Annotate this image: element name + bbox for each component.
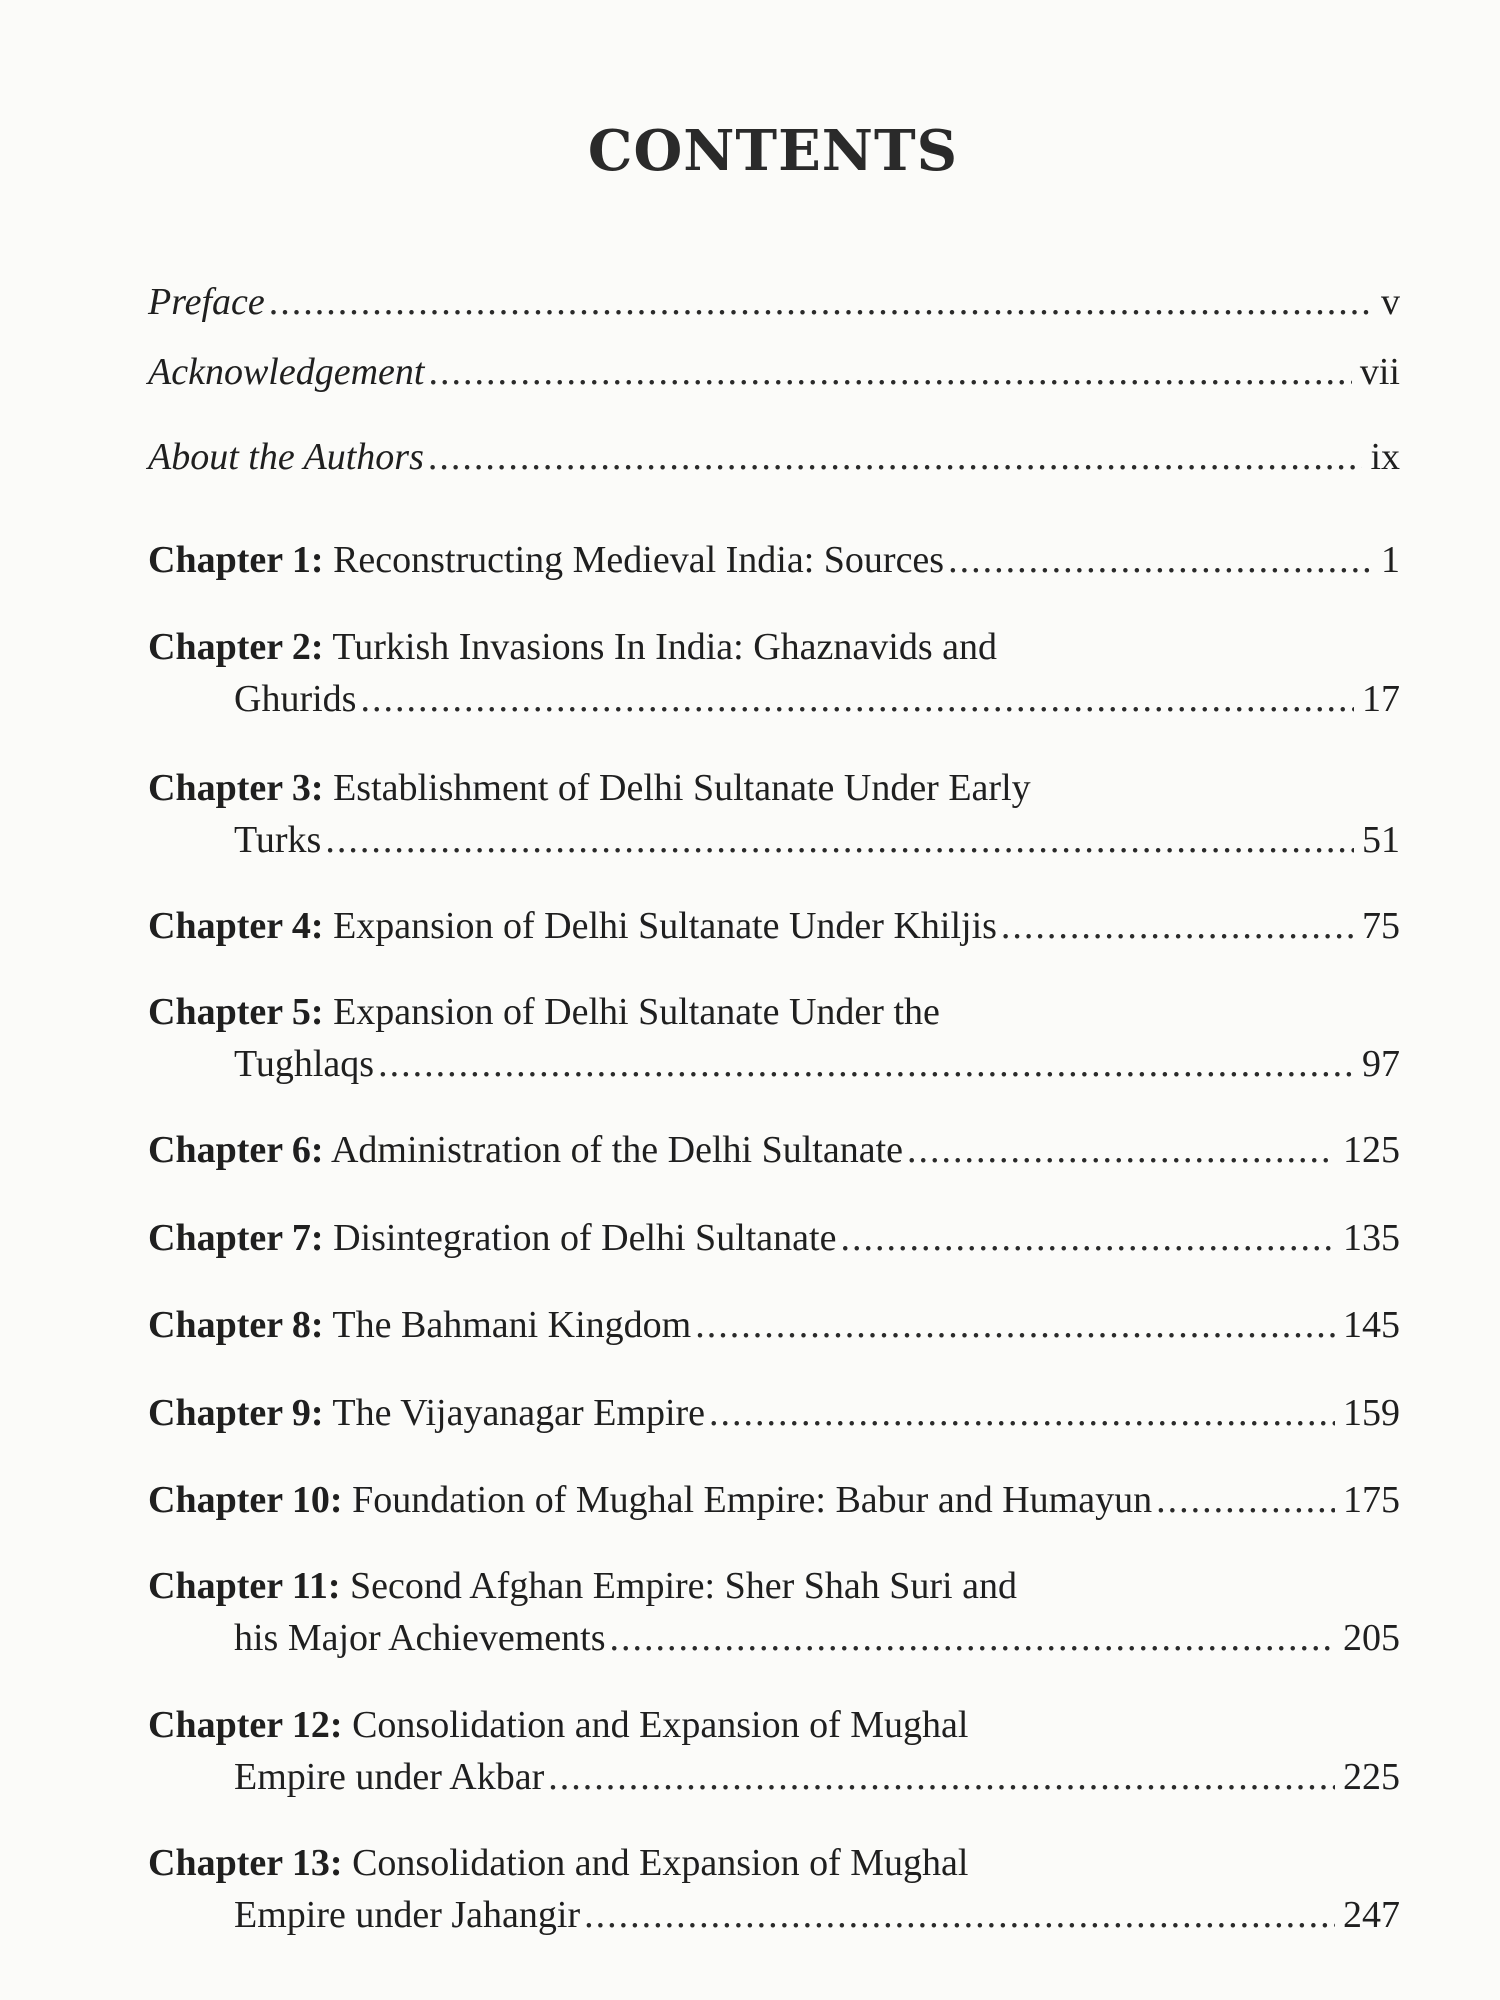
- dot-leader: [584, 1895, 1335, 1935]
- chapter-label: Chapter 5:: [148, 991, 324, 1033]
- chapter-label: Chapter 10:: [148, 1479, 343, 1521]
- toc-entry-chapter-11-cont[interactable]: [148, 1618, 1400, 1658]
- toc-entry-chapter-4[interactable]: [148, 906, 1400, 946]
- page-number: vii: [1359, 351, 1400, 393]
- page-number: ix: [1370, 436, 1400, 478]
- chapter-label: Chapter 12:: [148, 1704, 343, 1746]
- dot-leader: [360, 679, 1354, 719]
- dot-leader: [428, 437, 1363, 477]
- chapter-title: Expansion of Delhi Sultanate Under Khiljis: [333, 905, 997, 947]
- toc-entry-chapter-5-cont[interactable]: [148, 1044, 1400, 1084]
- chapter-title-cont: Tughlaqs: [234, 1043, 375, 1085]
- toc-entry-chapter-13[interactable]: [148, 1843, 968, 1883]
- chapter-title: Consolidation and Expansion of Mughal: [352, 1704, 969, 1746]
- toc-entry-chapter-3-cont[interactable]: [148, 820, 1400, 860]
- chapter-title-cont: Empire under Akbar: [234, 1756, 545, 1798]
- page-number: v: [1381, 281, 1400, 323]
- page-number: 51: [1362, 819, 1400, 861]
- dot-leader: [609, 1618, 1335, 1658]
- dot-leader: [378, 1044, 1354, 1084]
- page-number: 225: [1343, 1756, 1400, 1798]
- dot-leader: [907, 1130, 1335, 1170]
- toc-entry-chapter-1[interactable]: [148, 540, 1400, 580]
- chapter-label: Chapter 4:: [148, 905, 324, 947]
- toc-entry-chapter-10[interactable]: [148, 1480, 1400, 1520]
- dot-leader: [1001, 906, 1354, 946]
- chapter-title: The Bahmani Kingdom: [332, 1304, 692, 1346]
- chapter-title: Second Afghan Empire: Sher Shah Suri and: [349, 1565, 1017, 1607]
- chapter-label: Chapter 3:: [148, 767, 324, 809]
- toc-entry-acknowledgement[interactable]: [148, 352, 1400, 392]
- page-number: 159: [1343, 1392, 1400, 1434]
- chapter-label: Chapter 13:: [148, 1842, 343, 1884]
- chapter-label: Chapter 1:: [148, 539, 324, 581]
- toc-entry-chapter-2-cont[interactable]: [148, 679, 1400, 719]
- chapter-title: Establishment of Delhi Sultanate Under Early: [333, 767, 1031, 809]
- chapter-title: Expansion of Delhi Sultanate Under the: [333, 991, 940, 1033]
- dot-leader: [709, 1393, 1335, 1433]
- page-number: 247: [1343, 1894, 1400, 1936]
- chapter-title: Reconstructing Medieval India: Sources: [333, 539, 945, 581]
- dot-leader: [548, 1757, 1335, 1797]
- chapter-label: Chapter 7:: [148, 1217, 324, 1259]
- chapter-label: Chapter 8:: [148, 1304, 324, 1346]
- toc-entry-chapter-2[interactable]: [148, 627, 997, 667]
- chapter-title: Turkish Invasions In India: Ghaznavids and: [332, 626, 997, 668]
- toc-entry-chapter-12-cont[interactable]: [148, 1757, 1400, 1797]
- toc-entry-chapter-3[interactable]: [148, 768, 1031, 808]
- chapter-label: Chapter 11:: [148, 1565, 341, 1607]
- toc-entry-chapter-12[interactable]: [148, 1705, 968, 1745]
- toc-entry-chapter-5[interactable]: [148, 992, 940, 1032]
- chapter-label: Chapter 6:: [148, 1129, 324, 1171]
- entry-title: About the Authors: [148, 436, 424, 478]
- chapter-title-cont: Turks: [234, 819, 322, 861]
- page-number: 97: [1362, 1043, 1400, 1085]
- dot-leader: [325, 820, 1354, 860]
- toc-entry-chapter-13-cont[interactable]: [148, 1895, 1400, 1935]
- toc-entry-chapter-11[interactable]: [148, 1566, 1017, 1606]
- toc-entry-chapter-8[interactable]: [148, 1305, 1400, 1345]
- chapter-title: Administration of the Delhi Sultanate: [330, 1129, 903, 1171]
- page-number: 135: [1343, 1217, 1400, 1259]
- dot-leader: [1156, 1480, 1335, 1520]
- page-number: 75: [1362, 905, 1400, 947]
- toc-entry-chapter-7[interactable]: [148, 1218, 1400, 1258]
- dot-leader: [840, 1218, 1335, 1258]
- page-number: 125: [1343, 1129, 1400, 1171]
- chapter-label: Chapter 9:: [148, 1392, 324, 1434]
- chapter-title: Foundation of Mughal Empire: Babur and Humayun: [352, 1479, 1153, 1521]
- chapter-title-cont: Ghurids: [234, 678, 357, 720]
- dot-leader: [428, 352, 1351, 392]
- chapter-title: The Vijayanagar Empire: [332, 1392, 706, 1434]
- chapter-title-cont: his Major Achievements: [234, 1617, 606, 1659]
- toc-entry-chapter-6[interactable]: [148, 1130, 1400, 1170]
- toc-entry-preface[interactable]: [148, 282, 1400, 322]
- chapter-title-cont: Empire under Jahangir: [234, 1894, 581, 1936]
- page-number: 205: [1343, 1617, 1400, 1659]
- page-number: 17: [1362, 678, 1400, 720]
- page-number: 145: [1343, 1304, 1400, 1346]
- dot-leader: [695, 1305, 1335, 1345]
- entry-title: Preface: [148, 281, 265, 323]
- toc-entry-chapter-9[interactable]: [148, 1393, 1400, 1433]
- toc-entry-about-authors[interactable]: [148, 437, 1400, 477]
- dot-leader: [948, 540, 1373, 580]
- chapter-label: Chapter 2:: [148, 626, 324, 668]
- dot-leader: [269, 282, 1373, 322]
- page-number: 175: [1343, 1479, 1400, 1521]
- page-number: 1: [1381, 539, 1400, 581]
- chapter-title: Consolidation and Expansion of Mughal: [352, 1842, 969, 1884]
- chapter-title: Disintegration of Delhi Sultanate: [333, 1217, 837, 1259]
- entry-title: Acknowledgement: [148, 351, 425, 393]
- page-title: CONTENTS: [587, 118, 959, 184]
